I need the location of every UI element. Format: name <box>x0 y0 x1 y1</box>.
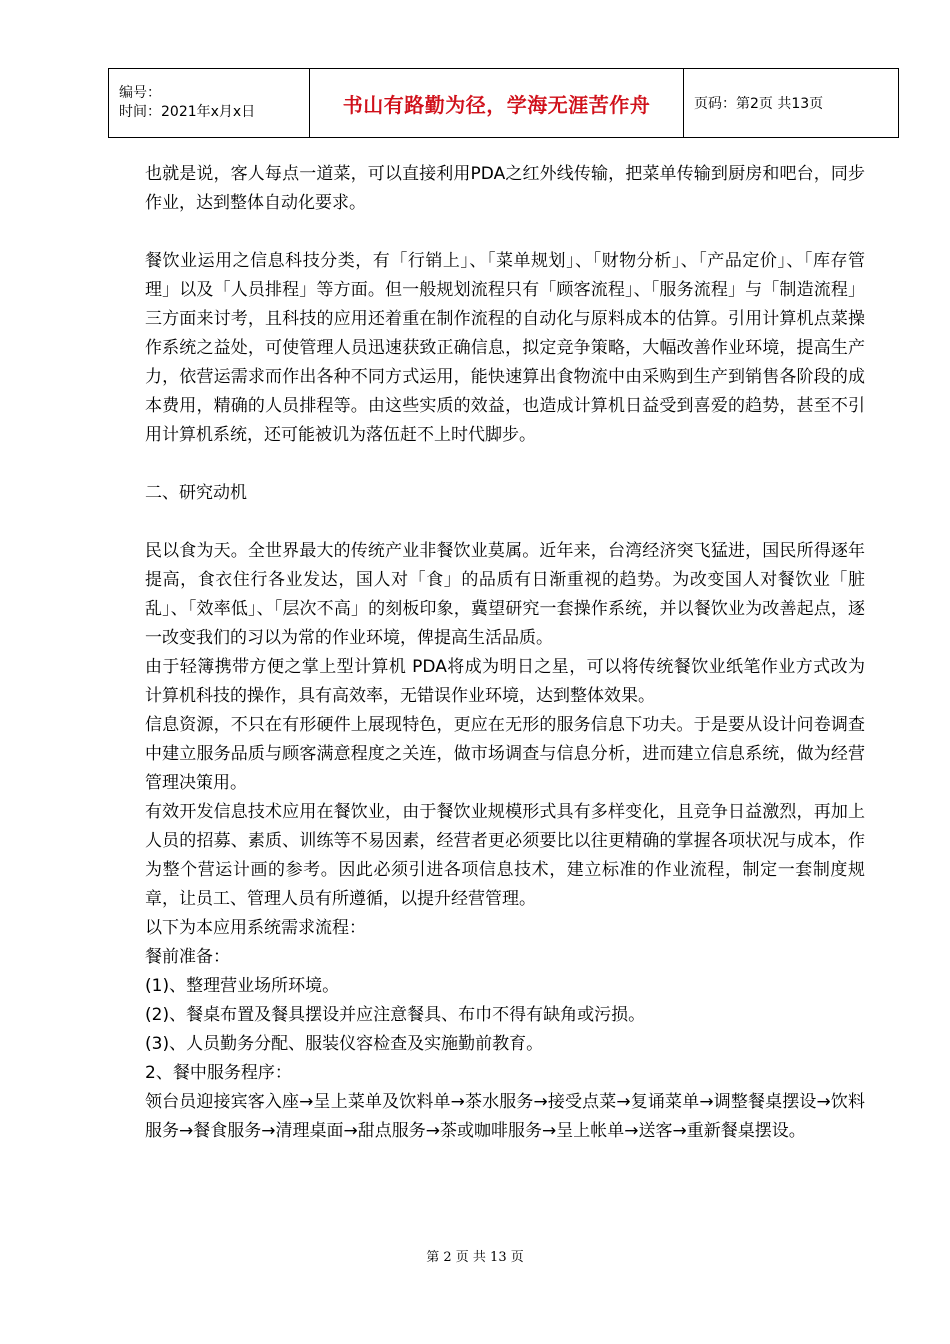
paragraph-service-flow: 领台员迎接宾客入座→呈上菜单及饮料单→茶水服务→接受点菜→复诵菜单→调整餐桌摆设→饮料服务→餐食服务→清理桌面→甜点服务→茶或咖啡服务→呈上帐单→送客→重新餐桌摆设。 <box>145 1092 865 1141</box>
page-label: 页码：第2页 共13页 <box>694 96 824 112</box>
paragraph-food-industry: 民以食为天。全世界最大的传统产业非餐饮业莫属。近年来，台湾经济突飞猛进，国民所得逐年提高，食衣住行各业发达，国人对「食」的品质有日渐重视的趋势。为改变国人对餐饮业「脏乱」、「效率低」、「层次不高」的刻板印象，冀望研究一套操作系统，并以餐饮业为改善起点，逐一改变我们的习以为常的作业环境，俾提高生活品质。 <box>145 541 865 648</box>
document-header <box>108 68 899 138</box>
list-item-1: (1)、整理营业场所环境。 <box>145 976 340 996</box>
section-heading-motivation: 二、研究动机 <box>145 483 247 503</box>
paragraph-pre-meal: 餐前准备： <box>145 947 230 967</box>
paragraph-service-heading: 2、餐中服务程序： <box>145 1063 292 1083</box>
header-meta-cell <box>109 69 310 137</box>
header-motto-cell <box>310 69 684 137</box>
paragraph-info-resources: 信息资源，不只在有形硬件上展现特色，更应在无形的服务信息下功夫。于是要从设计问卷调查中建立服务品质与顾客满意程度之关连，做市场调查与信息分析，进而建立信息系统，做为经营管理决策用。 <box>145 715 865 793</box>
paragraph-it-classification: 餐饮业运用之信息科技分类，有「行销上」、「菜单规划」、「财物分析」、「产品定价」、「库存管理」以及「人员排程」等方面。但一般规划流程只有「顾客流程」、「服务流程」与「制造流程」三方面来讨考，且科技的应用还着重在制作流程的自动化与原料成本的估算。引用计算机点菜操作系统之益处，可使管理人员迅速获致正确信息，拟定竞争策略，大幅改善作业环境，提高生产力，依营运需求而作出各种不同方式运用，能快速算出食物流中由采购到生产到销售各阶段的成本费用，精确的人员排程等。由这些实质的效益，也造成计算机日益受到喜爱的趋势，甚至不引用计算机系统，还可能被讥为落伍赶不上时代脚步。 <box>145 251 865 445</box>
motto-text: 书山有路勤为径，学海无涯苦作舟 <box>342 92 651 117</box>
paragraph-pda-transfer: 也就是说，客人每点一道菜，可以直接利用PDA之红外线传输，把菜单传输到厨房和吧台，同步作业，达到整体自动化要求。 <box>145 164 865 213</box>
document-body <box>145 160 865 1146</box>
paragraph-it-development: 有效开发信息技术应用在餐饮业，由于餐饮业规模形式具有多样变化，且竞争日益激烈，再加上人员的招募、素质、训练等不易因素，经营者更必须要比以往更精确的掌握各项状况与成本，作为整个营运计画的参考。因此必须引进各项信息技术，建立标准的作业流程，制定一套制度规章，让员工、管理人员有所遵循，以提升经营管理。 <box>145 802 865 909</box>
number-label: 编号： <box>119 85 161 101</box>
page-footer: 第 2 页 共 13 页 <box>426 1250 524 1265</box>
header-page-cell <box>684 69 898 137</box>
time-label: 时间：2021年x月x日 <box>119 104 256 120</box>
paragraph-flow-intro: 以下为本应用系统需求流程： <box>145 918 366 938</box>
list-item-2: (2)、餐桌布置及餐具摆设并应注意餐具、布巾不得有缺角或污损。 <box>145 1005 646 1025</box>
paragraph-pda-future: 由于轻簿携带方便之掌上型计算机 PDA将成为明日之星，可以将传统餐饮业纸笔作业方式改为计算机科技的操作，具有高效率，无错误作业环境，达到整体效果。 <box>145 657 865 706</box>
list-item-3: (3)、人员勤务分配、服装仪容检查及实施勤前教育。 <box>145 1034 544 1054</box>
